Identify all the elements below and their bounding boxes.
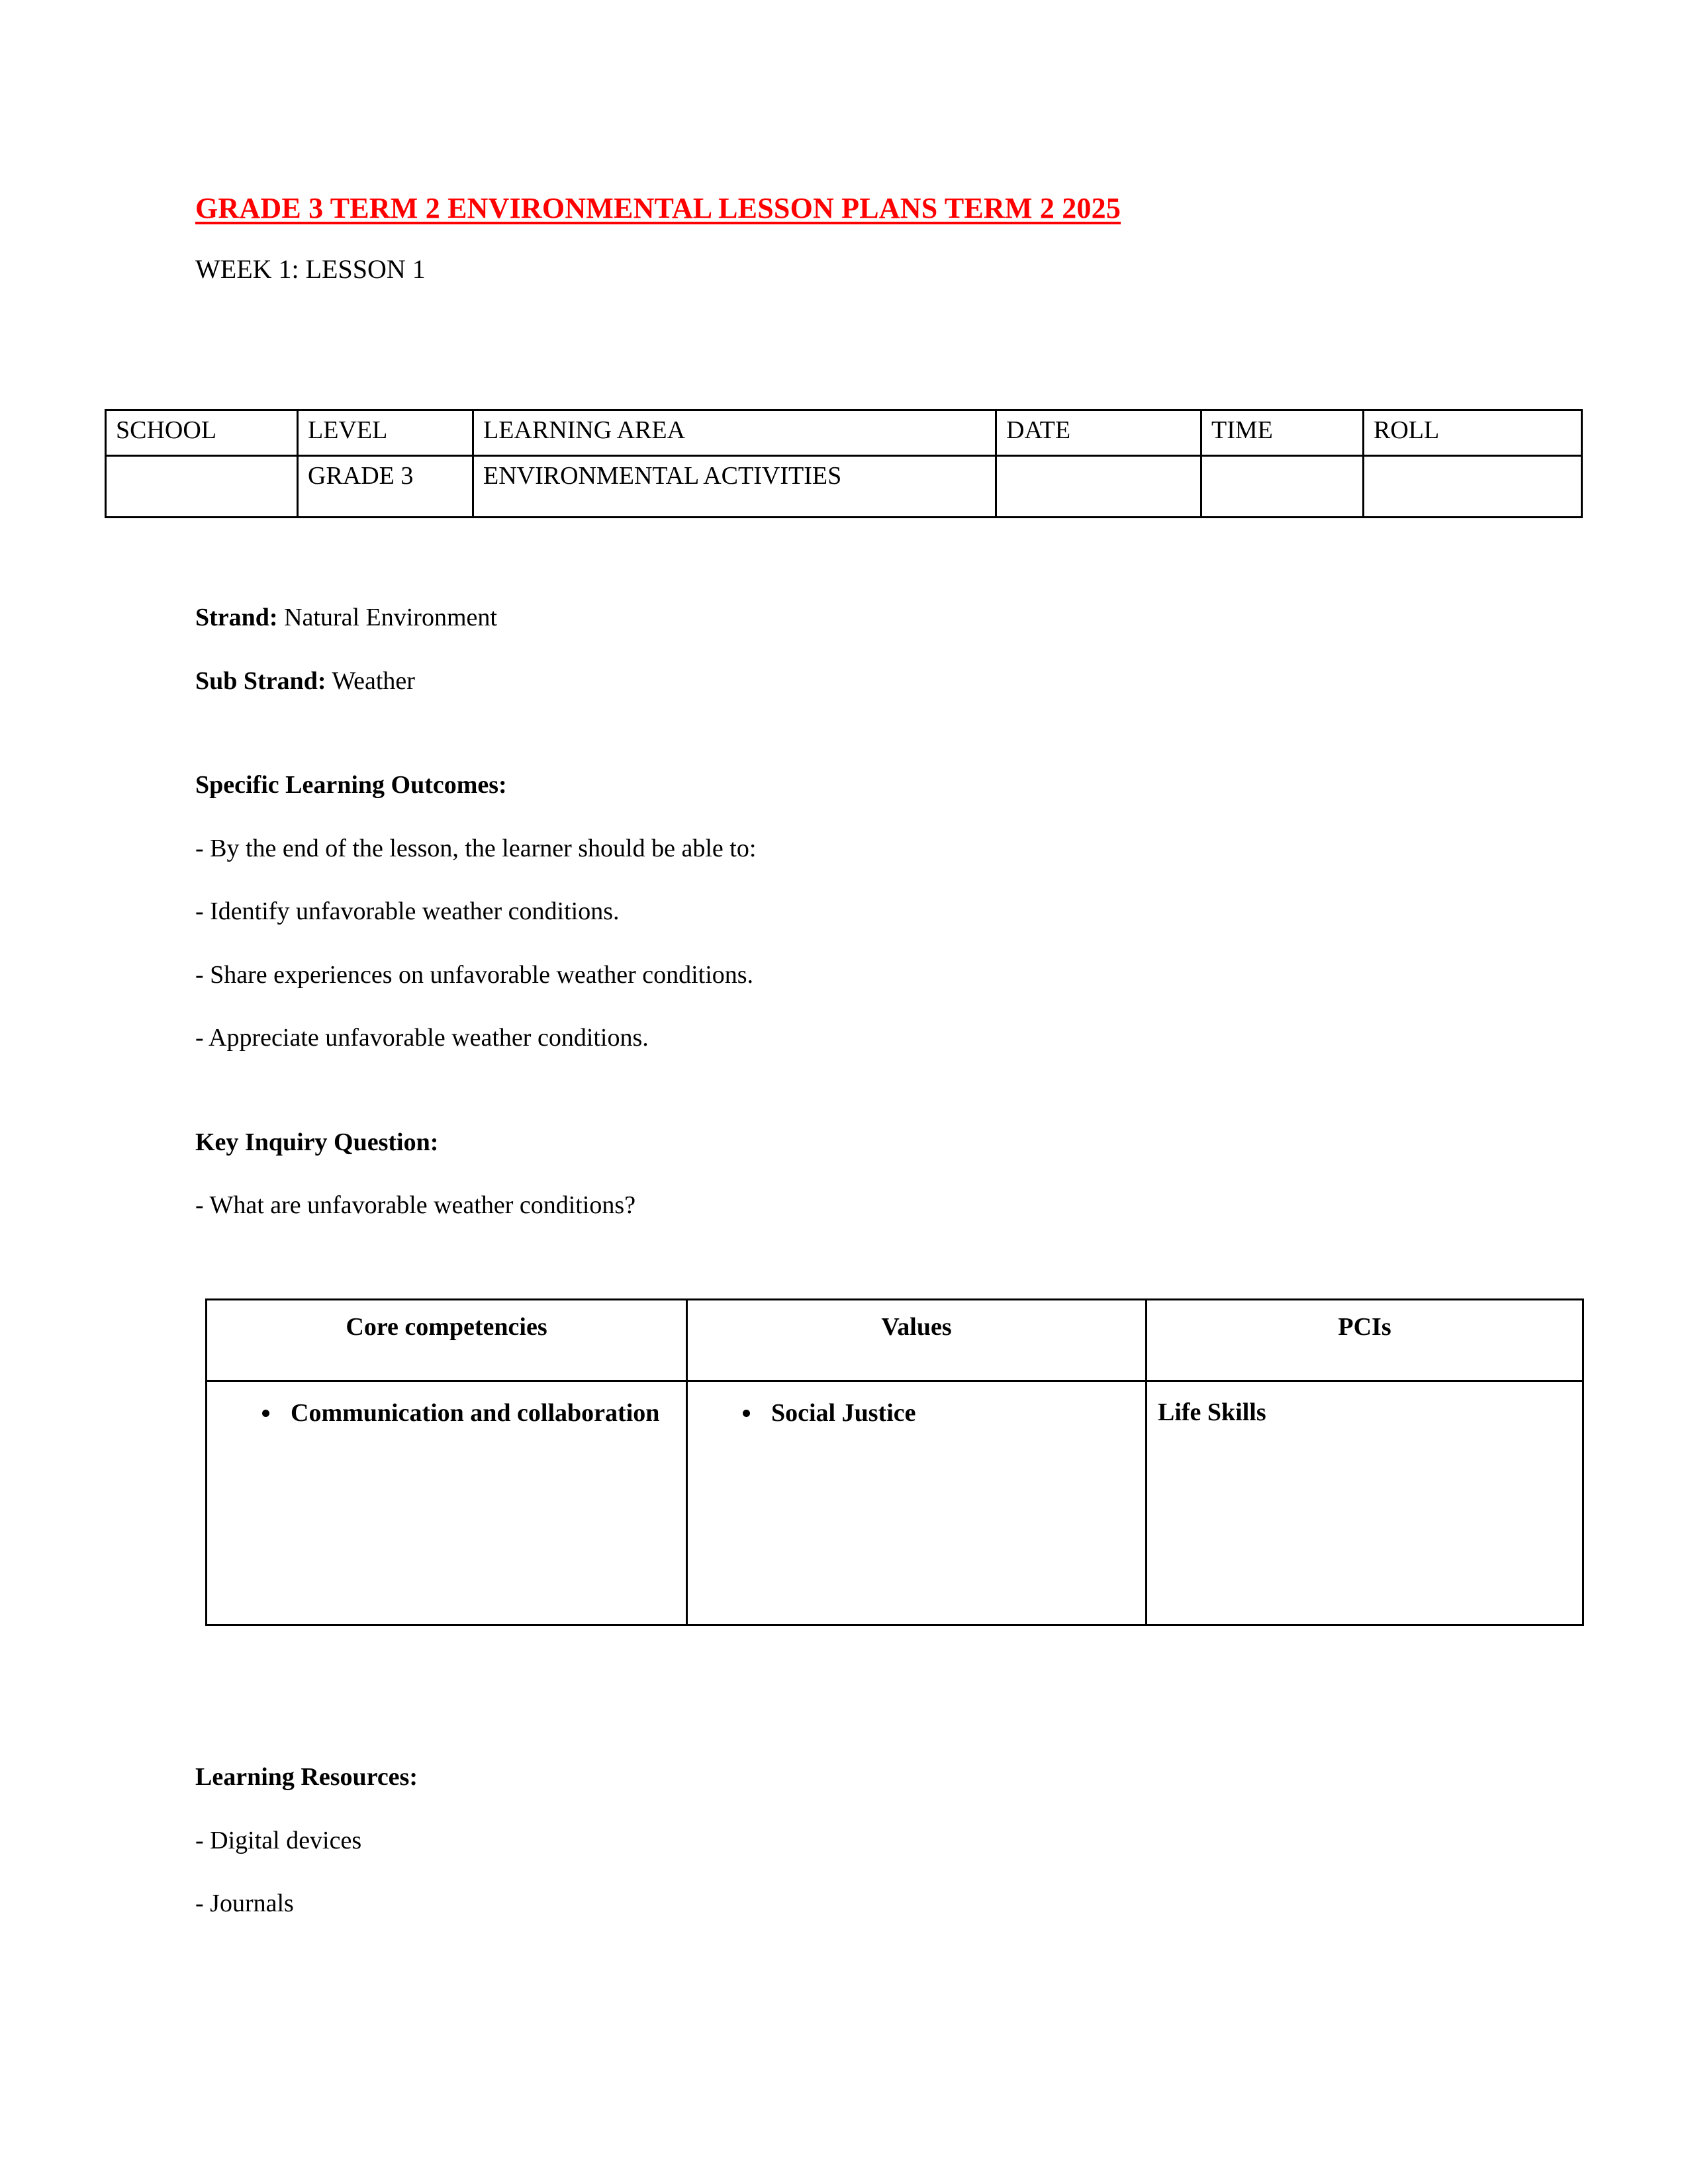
- lesson-info-table: [105, 409, 1583, 518]
- comp-header-pcis: PCIs: [1147, 1300, 1583, 1381]
- info-value-roll[interactable]: [1364, 456, 1582, 518]
- info-header-learning-area: LEARNING AREA: [473, 410, 996, 456]
- learning-outcome-item: - By the end of the lesson, the learner should be able to:: [195, 834, 757, 862]
- info-header-date: DATE: [996, 410, 1201, 456]
- comp-cell-values: [687, 1381, 1147, 1625]
- comp-header-core-competencies: Core competencies: [207, 1300, 687, 1381]
- comp-cell-pcis: [1147, 1381, 1583, 1625]
- table-row-header: [207, 1300, 1583, 1381]
- info-header-time: TIME: [1201, 410, 1364, 456]
- table-row: [207, 1381, 1583, 1625]
- sub-strand-value: Weather: [332, 666, 415, 695]
- learning-outcome-item: - Share experiences on unfavorable weather conditions.: [195, 960, 754, 989]
- core-competency-list: [218, 1396, 675, 1430]
- info-value-school[interactable]: [106, 456, 298, 518]
- learning-resources-heading: Learning Resources:: [195, 1763, 418, 1791]
- table-row-header: [106, 410, 1582, 456]
- sub-strand-line: [195, 666, 1585, 698]
- list-item: • Social Justice: [762, 1396, 1135, 1430]
- page-title: GRADE 3 TERM 2 ENVIRONMENTAL LESSON PLANS TERM 2 2025: [195, 192, 1121, 224]
- info-header-level: LEVEL: [298, 410, 473, 456]
- section-spacer: [195, 1086, 1585, 1127]
- learning-outcome-item: - Appreciate unfavorable weather conditions.: [195, 1024, 649, 1052]
- learning-resources-section: [195, 1762, 1585, 1920]
- week-lesson-label: WEEK 1: LESSON 1: [195, 253, 426, 284]
- values-list: [698, 1396, 1135, 1430]
- learning-outcomes-heading: Specific Learning Outcomes:: [195, 771, 507, 799]
- comp-header-values: Values: [687, 1300, 1147, 1381]
- table-row: [106, 456, 1582, 518]
- strand-label: Strand:: [195, 604, 278, 631]
- section-spacer: [195, 729, 1585, 770]
- strand-value: Natural Environment: [284, 604, 497, 631]
- info-value-date[interactable]: [996, 456, 1201, 518]
- learning-resource-item: - Journals: [195, 1889, 294, 1917]
- sub-strand-label: Sub Strand:: [195, 666, 326, 695]
- info-header-roll: ROLL: [1364, 410, 1582, 456]
- learning-outcome-item: - Identify unfavorable weather conditions.: [195, 897, 620, 925]
- learning-resource-item: - Digital devices: [195, 1826, 362, 1854]
- info-value-learning-area[interactable]: ENVIRONMENTAL ACTIVITIES: [473, 456, 996, 518]
- info-header-school: SCHOOL: [106, 410, 298, 456]
- lesson-body: [195, 602, 1585, 1222]
- document-header: [195, 192, 1585, 285]
- info-value-time[interactable]: [1201, 456, 1364, 518]
- comp-cell-core-competencies: [207, 1381, 687, 1625]
- key-inquiry-heading: Key Inquiry Question:: [195, 1128, 439, 1156]
- strand-line: [195, 602, 1585, 634]
- list-item: • Communication and collaboration: [281, 1396, 675, 1430]
- competency-table: [205, 1298, 1582, 1626]
- pci-value: Life Skills: [1158, 1398, 1266, 1426]
- info-value-level[interactable]: GRADE 3: [298, 456, 473, 518]
- key-inquiry-item: - What are unfavorable weather conditions?: [195, 1191, 636, 1219]
